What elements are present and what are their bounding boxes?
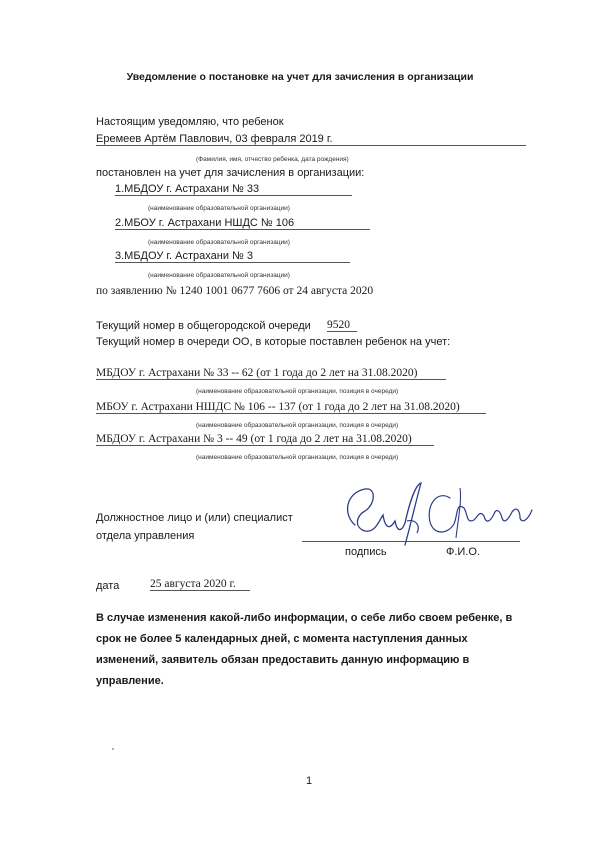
date-label: дата: [96, 580, 120, 592]
notice-text: В случае изменения какой-либо информации, о себе либо своем ребенке, в срок не более 5 календарных дней, с момента наступления данных изменений, заявитель обязан предоставить данную информацию в управление.: [96, 612, 513, 687]
fio-label: Ф.И.О.: [446, 546, 480, 558]
queue-1: МБДОУ г. Астрахани № 33 -- 62 (от 1 года до 2 лет на 31.08.2020): [96, 367, 446, 380]
organization-2: 2.МБОУ г. Астрахани НШДС № 106: [115, 217, 370, 230]
city-queue-label: Текущий номер в общегородской очереди: [96, 320, 311, 332]
organization-2-caption: (наименование образовательной организации): [148, 239, 290, 246]
organization-1: 1.МБДОУ г. Астрахани № 33: [115, 183, 352, 196]
child-caption: (Фамилия, имя, отчество ребенка, дата рождения): [196, 156, 349, 163]
page-number: 1: [306, 775, 313, 787]
date-value: 25 августа 2020 г.: [150, 578, 250, 591]
child-info: Еремеев Артём Павлович, 03 февраля 2019 г.: [96, 133, 526, 146]
org-queue-label: Текущий номер в очереди ОО, в которые поставлен ребенок на учет:: [96, 336, 451, 348]
fio-handwriting-image: [420, 480, 550, 545]
document-title: Уведомление о постановке на учет для зачисления в организации: [126, 71, 474, 83]
scan-speck: [112, 748, 114, 750]
queue-1-caption: (наименование образовательной организации, позиция в очереди): [196, 388, 399, 395]
official-line-1: Должностное лицо и (или) специалист: [96, 512, 293, 524]
organization-3-caption: (наименование образовательной организации): [148, 272, 290, 279]
application-info: по заявлению № 1240 1001 0677 7606 от 24 августа 2020: [96, 285, 374, 297]
signature-label: подпись: [345, 546, 387, 558]
queue-2: МБОУ г. Астрахани НШДС № 106 -- 137 (от 1 года до 2 лет на 31.08.2020): [96, 401, 486, 414]
official-line-2: отдела управления: [96, 530, 195, 542]
organization-3: 3.МБДОУ г. Астрахани № 3: [115, 250, 350, 263]
city-queue-number: 9520: [327, 319, 357, 332]
intro-text: Настоящим уведомляю, что ребенок: [96, 116, 284, 128]
queue-2-caption: (наименование образовательной организации, позиция в очереди): [196, 422, 399, 429]
queue-3-caption: (наименование образовательной организации, позиция в очереди): [196, 454, 399, 461]
registered-label: постановлен на учет для зачисления в организации:: [96, 167, 365, 179]
queue-3: МБДОУ г. Астрахани № 3 -- 49 (от 1 года до 2 лет на 31.08.2020): [96, 433, 434, 446]
organization-1-caption: (наименование образовательной организации): [148, 205, 290, 212]
